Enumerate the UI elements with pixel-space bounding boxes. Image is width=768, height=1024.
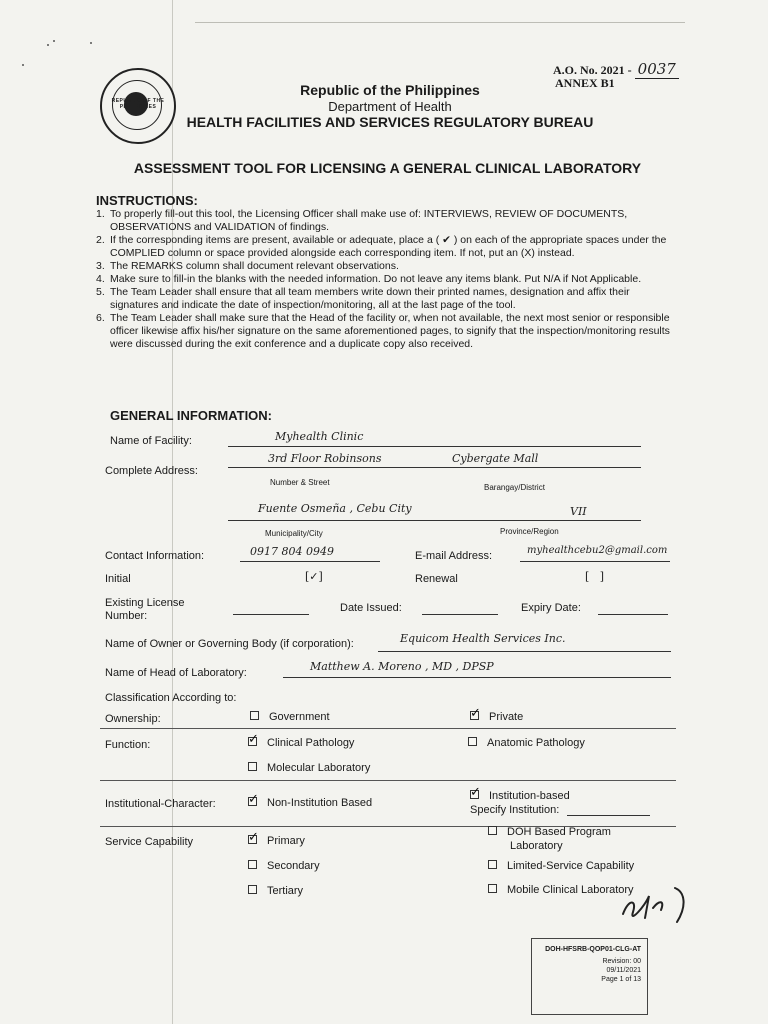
clinical-pathology-checkbox[interactable] — [248, 737, 257, 746]
service-tertiary[interactable]: Tertiary — [248, 885, 303, 897]
initial-checkbox[interactable]: [✓] — [305, 570, 323, 583]
doc-page: Page 1 of 13 — [601, 976, 641, 983]
instruction-item — [96, 234, 676, 260]
institutional-label: Institutional-Character: — [105, 798, 216, 810]
speck — [22, 64, 24, 66]
service-mobile[interactable]: Mobile Clinical Laboratory — [488, 884, 634, 896]
fold-crease — [172, 0, 173, 1024]
specify-institution-label: Specify Institution: — [470, 804, 560, 816]
email-value: myhealthcebu2@gmail.com — [527, 545, 668, 556]
service-capability-label: Service Capability — [105, 836, 194, 848]
tertiary-checkbox[interactable] — [248, 885, 257, 894]
region-value: VII — [570, 505, 587, 518]
facility-value: Myhealth Clinic — [275, 430, 364, 443]
instruction-item — [96, 312, 676, 351]
street-value: 3rd Floor Robinsons — [268, 452, 382, 465]
street-caption: Number & Street — [270, 478, 330, 487]
header-department: Department of Health — [328, 99, 452, 114]
ownership-government[interactable]: Government — [250, 711, 330, 723]
header-bureau: HEALTH FACILITIES AND SERVICES REGULATORY BUREAU — [186, 114, 594, 130]
anatomic-pathology-checkbox[interactable] — [468, 737, 477, 746]
function-clinical-pathology[interactable]: ✓ Clinical Pathology — [248, 737, 354, 749]
secondary-checkbox[interactable] — [248, 860, 257, 869]
instruction-text: If the corresponding items are present, available or adequate, place a ( ✔ ) on each of the appropriate spaces under the COMPLIED column or space provided alongside each corresponding item. If not, put an (X) instead. — [110, 234, 667, 259]
renewal-checkbox[interactable]: [ ] — [585, 570, 605, 583]
doc-date: 09/11/2021 — [606, 967, 641, 974]
doc-revision: Revision: 00 — [602, 958, 641, 965]
document-title: ASSESSMENT TOOL FOR LICENSING A GENERAL CLINICAL LABORATORY — [133, 160, 642, 176]
instruction-text: The Team Leader shall make sure that the Head of the facility or, when not available, the next most senior or responsible officer likewise affix his/her signature on the same aforementioned pages, to signify that the inspection/monitoring results were discussed during the exit conference and a duplicate copy also received. — [110, 312, 670, 350]
doc-code: DOH-HFSRB-QOP01-CLG-AT — [545, 946, 641, 953]
instruction-number: 1. — [96, 208, 105, 220]
head-label: Name of Head of Laboratory: — [105, 667, 247, 679]
instruction-number: 2. — [96, 234, 105, 246]
region-caption: Province/Region — [500, 527, 559, 536]
expiry-date-label: Expiry Date: — [521, 602, 581, 614]
function-molecular-laboratory[interactable]: Molecular Laboratory — [248, 762, 370, 774]
header-republic: Republic of the Philippines — [300, 82, 480, 98]
inst-institution-based[interactable]: ✓Institution-based — [470, 790, 570, 802]
contact-value: 0917 804 0949 — [250, 545, 334, 558]
speck — [53, 40, 55, 42]
instruction-number: 5. — [96, 286, 105, 298]
email-label: E-mail Address: — [415, 550, 493, 562]
function-anatomic-pathology[interactable]: Anatomic Pathology — [468, 737, 585, 749]
mobile-lab-checkbox[interactable] — [488, 884, 497, 893]
general-info-heading: GENERAL INFORMATION: — [110, 408, 273, 423]
private-checkbox[interactable] — [470, 711, 479, 720]
speck — [90, 42, 92, 44]
initials-signature-icon — [615, 878, 695, 928]
ownership-label: Ownership: — [105, 713, 161, 725]
molecular-laboratory-checkbox[interactable] — [248, 762, 257, 771]
instruction-number: 3. — [96, 260, 105, 272]
existing-license-label-1: Existing License — [105, 597, 185, 609]
instruction-number: 6. — [96, 312, 105, 324]
ownership-private[interactable]: ✓ Private — [470, 711, 523, 723]
instruction-item — [96, 208, 676, 234]
contact-label: Contact Information: — [105, 550, 205, 562]
service-doh-program-line2: Laboratory — [510, 840, 563, 852]
city-value: Fuente Osmeña , Cebu City — [258, 502, 412, 515]
existing-license-label-2: Number: — [105, 610, 148, 622]
function-label: Function: — [105, 739, 151, 751]
classification-label: Classification According to: — [105, 692, 237, 704]
facility-label: Name of Facility: — [110, 435, 192, 447]
owner-label: Name of Owner or Governing Body (if corporation): — [105, 638, 354, 650]
doh-program-checkbox[interactable] — [488, 826, 497, 835]
service-doh-program[interactable]: DOH Based Program — [488, 826, 611, 838]
doh-seal-icon: REPUBLIC OF THE PHILIPPINES — [100, 68, 176, 144]
barangay-caption: Barangay/District — [484, 483, 545, 492]
inst-non-institution[interactable]: ✓ Non-Institution Based — [248, 797, 372, 809]
ao-number: A.O. No. 2021 - 0037 — [553, 60, 679, 78]
government-checkbox[interactable] — [250, 711, 259, 720]
annex-label: ANNEX B1 — [555, 76, 615, 90]
address-label: Complete Address: — [105, 465, 198, 477]
document-code-box — [531, 938, 648, 1015]
date-issued-label: Date Issued: — [340, 602, 402, 614]
service-primary[interactable]: ✓ Primary — [248, 835, 305, 847]
service-limited[interactable]: Limited-Service Capability — [488, 860, 634, 872]
instruction-text: The REMARKS column shall document relevant observations. — [110, 260, 399, 272]
barangay-value: Cybergate Mall — [452, 452, 539, 465]
speck — [47, 44, 49, 46]
instruction-text: The Team Leader shall ensure that all team members write down their printed names, designation and affix their signatures and indicate the date of inspection/monitoring, all at the last page of the tool. — [110, 286, 630, 311]
service-secondary[interactable]: Secondary — [248, 860, 320, 872]
instructions-list — [96, 208, 676, 351]
city-caption: Municipality/City — [265, 529, 323, 538]
instruction-number: 4. — [96, 273, 105, 285]
primary-checkbox[interactable] — [248, 835, 257, 844]
top-rule — [195, 22, 685, 23]
instruction-item — [96, 273, 676, 286]
owner-value: Equicom Health Services Inc. — [400, 632, 566, 645]
non-institution-checkbox[interactable] — [248, 797, 257, 806]
renewal-label: Renewal — [415, 573, 458, 585]
instruction-text: Make sure to fill-in the blanks with the needed information. Do not leave any items blank. Put N/A if Not Applicable. — [110, 273, 642, 285]
institution-based-checkbox[interactable] — [470, 790, 479, 799]
limited-service-checkbox[interactable] — [488, 860, 497, 869]
head-value: Matthew A. Moreno , MD , DPSP — [310, 660, 494, 673]
instruction-item — [96, 260, 676, 273]
instruction-item — [96, 286, 676, 312]
instructions-heading: INSTRUCTIONS: — [96, 193, 198, 208]
ao-number-handwritten: 0037 — [635, 60, 679, 79]
initial-label: Initial — [105, 573, 131, 585]
instruction-text: To properly fill-out this tool, the Licensing Officer shall make use of: INTERVIEWS, REVIEW OF DOCUMENTS, OBSERVATIONS and VALIDATION of findings. — [110, 208, 628, 233]
